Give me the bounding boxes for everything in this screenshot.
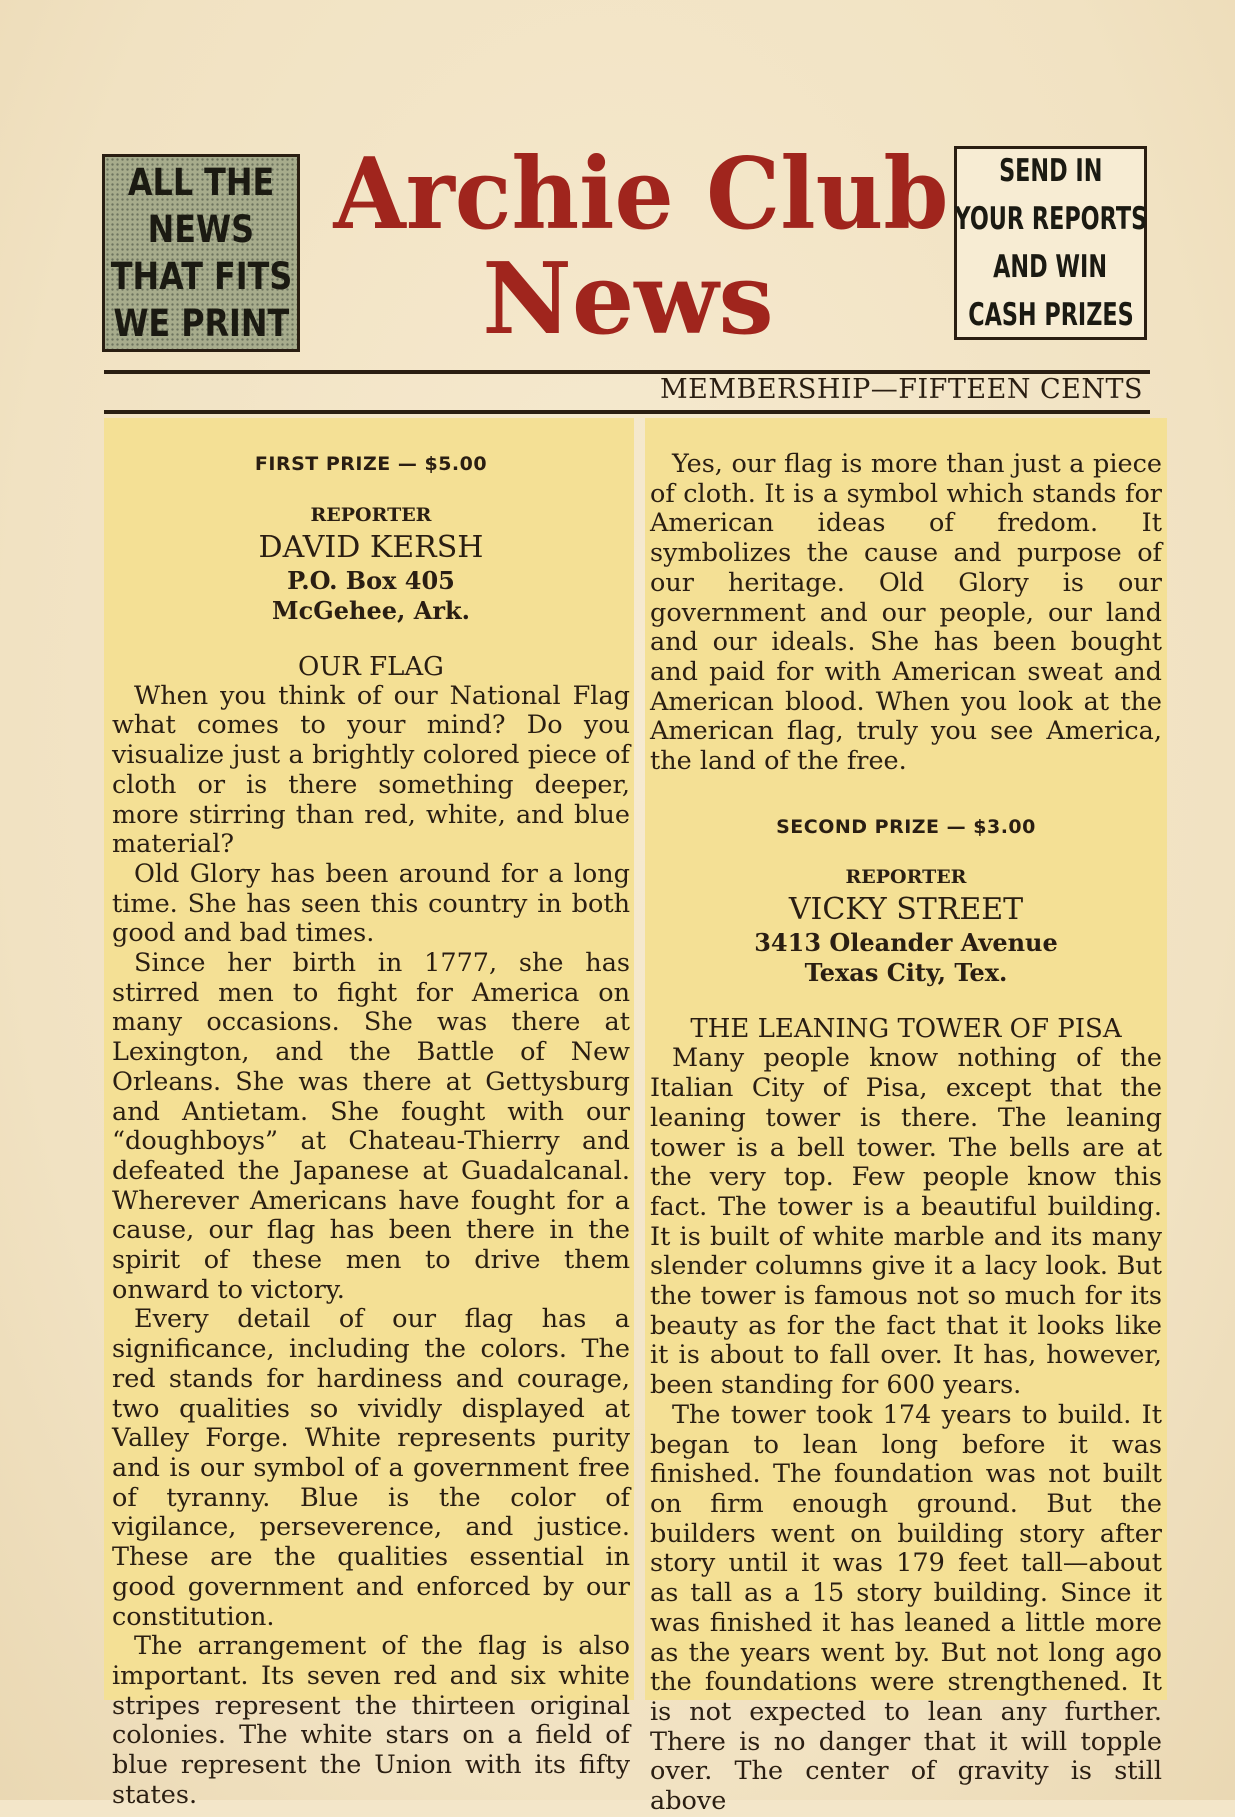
prizes-line: CASH PRIZES: [967, 297, 1134, 333]
slogan-line: WE PRINT: [113, 302, 289, 345]
reporter-label: REPORTER: [845, 866, 967, 889]
reporter-address: 3413 Oleander Avenue: [754, 928, 1058, 958]
article-paragraph: Every detail of our flag has a significance, including the colors. The red stands for hardiness and courage, two qualities so vividly displayed at Valley Forge. White represents purity and is our symbol of a government free of tyranny. Blue is the color of vigilance, perseverence, and justice. These are the qualities essential in good government and enforced by our constitution.: [112, 1304, 630, 1632]
reporter-city: McGehee, Ark.: [272, 595, 470, 625]
article-paragraph: Old Glory has been around for a long time. She has seen this country in both good and bad times.: [112, 858, 630, 949]
reporter-label: REPORTER: [310, 503, 432, 526]
prizes-line: AND WIN: [993, 249, 1108, 285]
slogan-line: ALL THE: [127, 161, 275, 204]
reporter-address: P.O. Box 405: [287, 565, 455, 595]
second-prize-heading: SECOND PRIZE — $3.00: [776, 815, 1036, 838]
masthead-line-2: News: [482, 242, 774, 357]
article-title: OUR FLAG: [298, 651, 444, 682]
article-paragraph: Since her birth in 1777, she has stirred men to fight for America on many occasions. She was there at Lexington, and the Battle of New Orleans. She was there at Gettysburg and Antietam. She fought with our “doughboys” at Chateau-Thierry and defeated the Japanese at Guadalcanal. Wherever Americans have fought for a cause, our flag has been there in the spirit of these men to drive them onward to victory.: [112, 948, 630, 1305]
news-slogan-box: [102, 154, 300, 352]
article-title: THE LEANING TOWER OF PISA: [690, 1014, 1122, 1045]
left-column: [112, 450, 630, 1810]
prizes-line: SEND IN: [998, 153, 1103, 189]
right-column: [650, 450, 1162, 1817]
article-paragraph: When you think of our National Flag what comes to your mind? Do you visualize just a brightly colored piece of cloth or is there something deeper, more stirring than red, white, and blue material?: [112, 680, 630, 860]
slogan-line: NEWS: [147, 208, 255, 251]
slogan-line: THAT FITS: [110, 255, 292, 298]
article-paragraph: The tower took 174 years to build. It began to lean long before it was finished. The foundation was not built on firm enough ground. But the builders went on building story after story until it was 179 feet tall—about as tall as a 15 story building. Since it was finished it has leaned a little more as the years went by. But not long ago the foundations were strengthened. It is not expected to lean any further. There is no danger that it will topple over. The center of gravity is still above: [650, 1399, 1162, 1817]
first-prize-heading: FIRST PRIZE — $5.00: [254, 453, 488, 475]
reporter-city: Texas City, Tex.: [804, 958, 1008, 988]
prizes-box: [954, 146, 1147, 340]
article-paragraph: Many people know nothing of the Italian City of Pisa, except that the leaning tower is there. The leaning tower is a bell tower. The bells are at the very top. Few people know this fact. The tower is a beautiful building. It is built of white marble and its many slender columns give it a lacy look. But the tower is famous not so much for its beauty as for the fact that it looks like it is about to fall over. It has, however, been standing for 600 years.: [650, 1043, 1162, 1401]
masthead: [318, 137, 949, 357]
prizes-line: YOUR REPORTS: [954, 201, 1147, 237]
masthead-line-1: Archie Club: [333, 137, 949, 252]
article-paragraph: The arrangement of the flag is also important. Its seven red and six white stripes represent the thirteen original colonies. The white stars on a field of blue represent the Union with its fifty states.: [112, 1631, 630, 1810]
reporter-name: VICKY STREET: [788, 892, 1024, 928]
header-rule-bottom: [104, 410, 1150, 414]
spacer: [650, 777, 1162, 813]
article-continuation: Yes, our flag is more than just a piece of cloth. It is a symbol which stands for American ideas of fredom. It symbolizes the cause and purpose of our heritage. Old Glory is our government and our people, our land and our ideals. She has been bought and paid for with American sweat and American blood. When you look at the American flag, truly you see America, the land of the free.: [650, 449, 1162, 777]
membership-price: MEMBERSHIP—FIFTEEN CENTS: [660, 374, 1144, 405]
reporter-name: DAVID KERSH: [258, 529, 484, 565]
